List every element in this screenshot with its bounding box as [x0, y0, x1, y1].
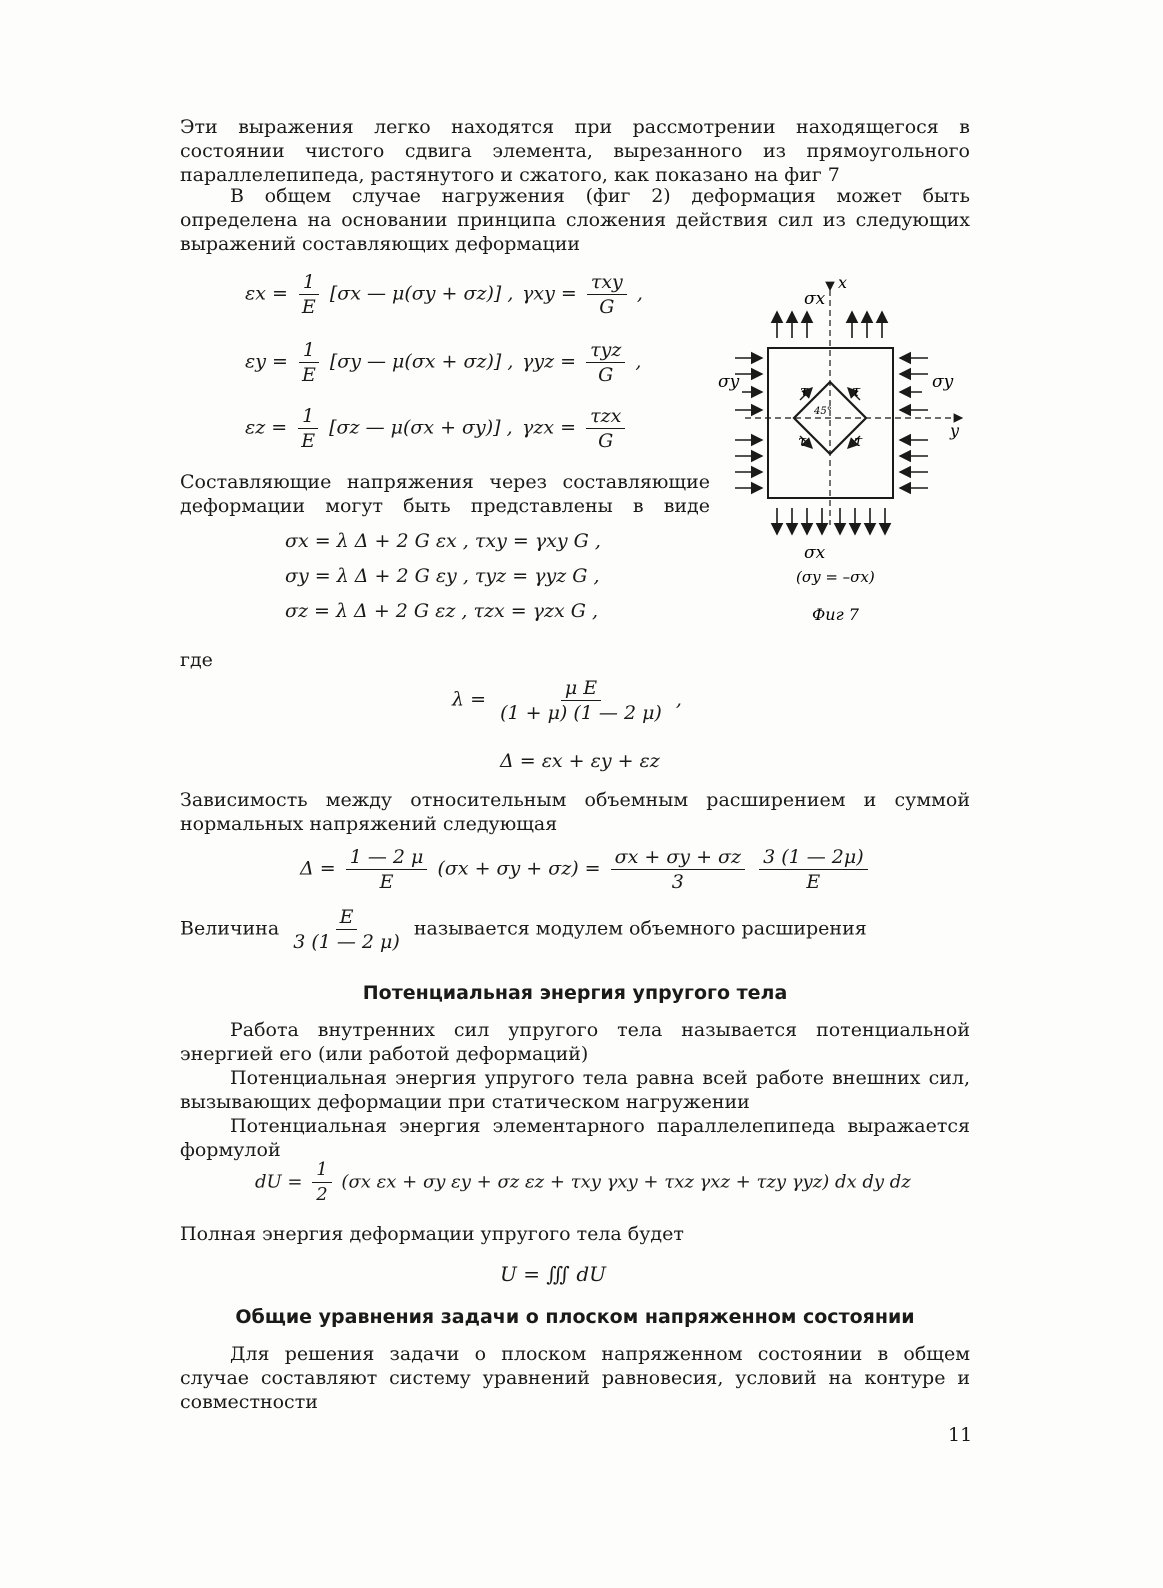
label-tau-3: τ: [798, 432, 807, 450]
label-sigma-y-right: σy: [932, 372, 954, 392]
equation-dU: dU = $\frac{1}{2}$ (σx εx + σy εy + σz εz + τxy γxy + τxz γxz + τzy γyz) dx dy dz: [255, 1159, 911, 1205]
equation-gamma-yz: γyz = $\frac{\text{τyz}}{G}$ ,: [522, 339, 642, 386]
figure-caption: Фиг 7: [812, 605, 859, 624]
paragraph-bulk-modulus: Величина $\frac{E}{3 (1 — 2 \mu)}$ называется модулем объемного расширения: [180, 906, 867, 953]
label-sigma-y-left: σy: [718, 372, 740, 392]
label-tau-1: τ: [800, 382, 809, 400]
label-sigma-x-top: σx: [804, 289, 826, 309]
paragraph-plane-stress: Для решения задачи о плоском напряженном состоянии в общем случае составляют систему уравнений равновесия, условий на контуре и совместности: [180, 1343, 970, 1413]
paragraph-general-loading: В общем случае нагружения (фиг 2) деформация может быть определена на основании принципа сложения действия сил из следующих выражений составляющих деформации: [180, 185, 970, 255]
paragraph-volumetric: Зависимость между относительным объемным расширением и суммой нормальных напряжений следующая: [180, 789, 970, 835]
equation-sigma-z: σz = λ Δ + 2 G εz , τzx = γzx G ,: [285, 600, 599, 622]
paragraph-work-internal: Работа внутренних сил упругого тела называется потенциальной энергией его (или работой деформаций): [180, 1019, 970, 1065]
equation-eps-z: εz = $\frac{1}{E}$ [σz — μ(σx + σy)] ,: [245, 405, 513, 452]
label-tau-4: τ: [854, 432, 863, 450]
bottom-tension-arrows: [777, 508, 885, 534]
label-x-axis: x: [838, 273, 848, 292]
label-y-axis: y: [950, 421, 960, 440]
equation-sigma-x: σx = λ Δ + 2 G εx , τxy = γxy G ,: [285, 530, 601, 552]
paragraph-intro: Эти выражения легко находятся при рассмотрении находящегося в состоянии чистого сдвига элемента, вырезанного из прямоугольного параллелепипеда, растянутого и сжатого, как показано на фиг 7: [180, 116, 970, 186]
paragraph-stress-components: Составляющие напряжения через составляющие деформации могут быть представлены в виде: [180, 471, 710, 517]
equation-gamma-xy: γxy = $\frac{\text{τxy}}{G}$ ,: [522, 271, 643, 318]
right-compression-arrows: [900, 358, 928, 488]
equation-gamma-zx: γzx = $\frac{\text{τzx}}{G}$: [522, 404, 629, 453]
equation-eps-y: εy = $\frac{1}{E}$ [σy — μ(σx + σz)] ,: [245, 339, 514, 386]
paragraph-total-energy: Полная энергия деформации упругого тела будет: [180, 1223, 684, 1245]
equation-volumetric: Δ = $\frac{1 — 2 \mu}{E}$ (σx + σy + σz) = $\frac{\sigma x + \sigma y + \sigma z}{3}$ $\frac{3 (1 — 2\mu)}{E}$: [300, 845, 872, 894]
equation-lambda: λ = $\frac{\text{μ E}}{(1 + \mu) (1 — 2 \mu)}$ ,: [452, 677, 682, 724]
label-relation: (σy = –σx): [796, 568, 875, 586]
label-angle: 45°: [814, 406, 832, 417]
paragraph-elementary: Потенциальная энергия элементарного параллелепипеда выражается формулой: [180, 1115, 970, 1161]
label-tau-2: τ: [852, 382, 861, 400]
equation-eps-x: εx = $\frac{1}{E}$ [σx — μ(σy + σz)] ,: [245, 271, 514, 318]
equation-delta: Δ = εx + εy + εz: [500, 750, 660, 772]
equation-sigma-y: σy = λ Δ + 2 G εy , τyz = γyz G ,: [285, 565, 600, 587]
heading-potential-energy: Потенциальная энергия упругого тела: [362, 982, 788, 1004]
label-sigma-x-bottom: σx: [804, 543, 826, 563]
paragraph-potential-energy: Потенциальная энергия упругого тела равна всей работе внешних сил, вызывающих деформации при статическом нагружении: [180, 1067, 970, 1113]
heading-plane-stress: Общие уравнения задачи о плоском напряженном состоянии: [235, 1306, 915, 1328]
page-number: 11: [948, 1424, 973, 1446]
label-where: где: [180, 649, 213, 671]
figure-7: [700, 270, 980, 630]
equation-U: U = ∭ dU: [500, 1262, 606, 1286]
